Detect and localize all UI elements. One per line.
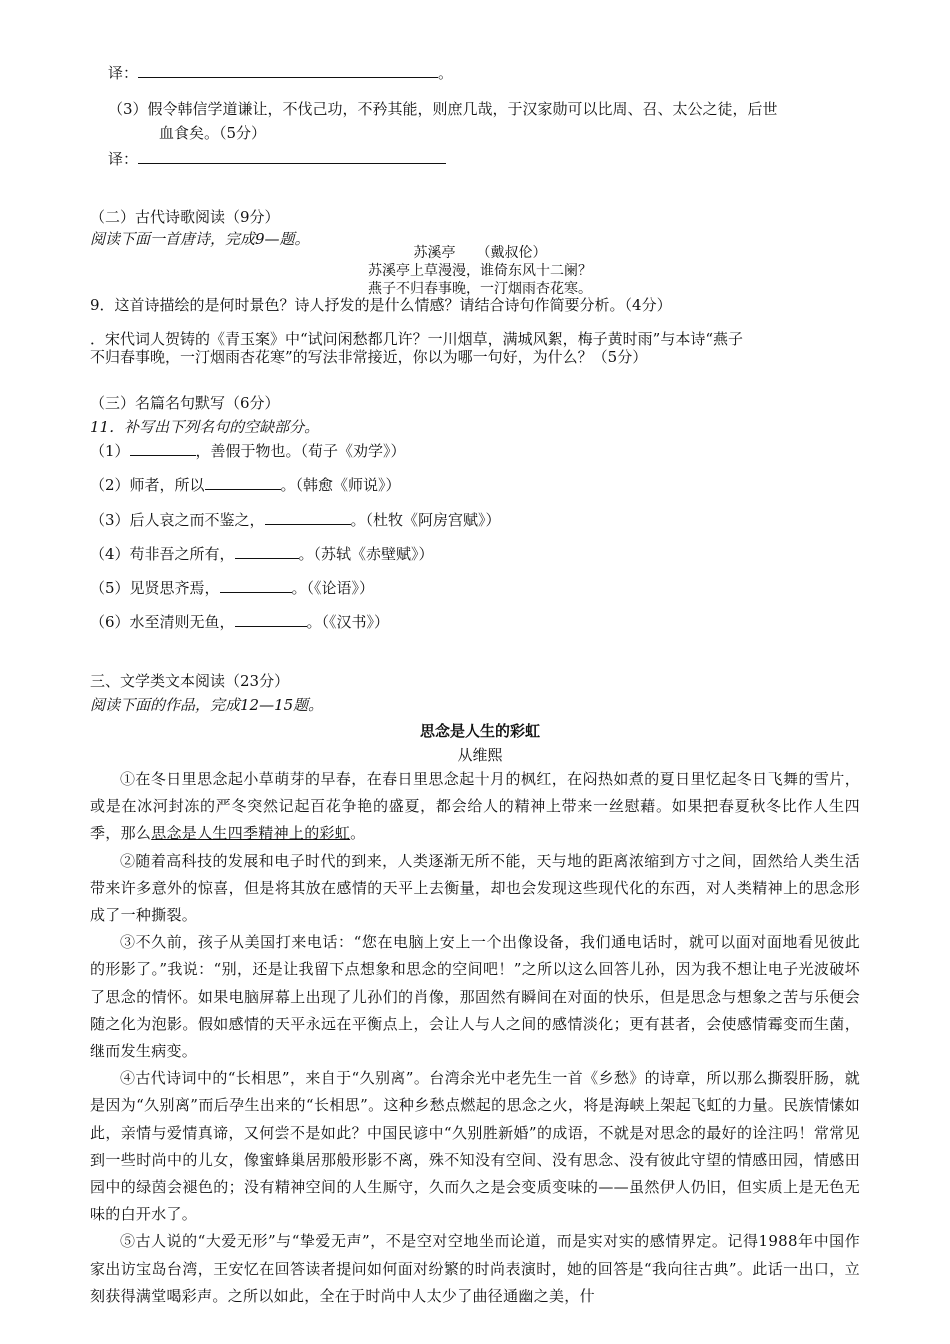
recitation-heading: （三）名篇名句默写（6分） [90,394,280,412]
recitation-item-4 [90,541,870,567]
item3-text-line2: 血食矣。（5分） [159,124,267,142]
question-8-item-3 [90,96,870,122]
item-source: 。（杜牧《阿房宫赋》） [350,511,501,529]
recitation-item-2 [90,472,870,498]
paragraph-1 [90,766,860,848]
paragraph-3: ③不久前，孩子从美国打来电话：“您在电脑上安上一个出像设备，我们通电话时，就可以面对面地看见彼此的形影了。”我说：“别，还是让我留下点想象和思念的空间吧！”之所以这么回答儿孙，因为我不想让电子光波破坏了思念的情怀。如果电脑屏幕上出现了儿孙们的肖像，那固然有瞬间在对面的快乐，但是思念与想象之苦与乐便会随之化为泡影。假如感情的天平永远在平衡点上，会让人与人之间的感情淡化；更有甚者，会使感情霉变而生菌，继而发生病变。 [90,933,860,1061]
answer-blank[interactable] [220,575,292,593]
item-source: 。（《汉书》） [306,613,390,631]
translation-label: 译： [108,150,139,168]
answer-blank[interactable] [138,60,438,78]
period: 。 [438,64,454,82]
poetry-instruction: 阅读下面一首唐诗，完成9—题。 [90,230,310,248]
item-source: 。（韩愈《师说》） [280,476,401,494]
poem-line-1: 苏溪亭上草漫漫，谁倚东风十二阑？ [368,263,592,279]
poetry-heading: （二）古代诗歌阅读（9分） [90,208,280,226]
item-prefix: （5）见贤思齐焉， [90,579,220,597]
underlined-sentence: 思念是人生四季精神上的彩虹 [151,824,351,843]
question-9: 9．这首诗描绘的是何时景色？诗人抒发的是什么情感？请结合诗句作简要分析。（4分） [90,296,672,314]
translation-line-2 [90,60,870,86]
answer-blank[interactable] [235,541,299,559]
item-prefix: （4）苟非吾之所有， [90,545,235,563]
item-prefix: （2）师者，所以 [90,476,205,494]
article-title: 思念是人生的彩虹 [419,722,540,740]
question-10-line-2: 不归春事晚，一汀烟雨杏花寒”的写法非常接近，你以为哪一句好，为什么？（5分） [90,348,648,366]
item-prefix: （3）后人哀之而不鉴之， [90,511,265,529]
question-8-item-3-cont [90,120,870,146]
question-11: 11．补写出下列名句的空缺部分。 [90,418,320,436]
poem-line-2: 燕子不归春事晚，一汀烟雨杏花寒。 [368,281,592,297]
answer-blank[interactable] [265,507,351,525]
literary-instruction: 阅读下面的作品，完成12—15题。 [90,696,324,714]
poem-title: 苏溪亭 （戴叔伦） [413,245,547,261]
question-10-line-1: ．宋代词人贺铸的《青玉案》中“试问闲愁都几许？一川烟草，满城风絮，梅子黄时雨”与本诗“燕子 [90,330,744,348]
article-author: 从维熙 [457,746,503,764]
item-prefix: （6）水至清则无鱼， [90,613,235,631]
recitation-item-1 [90,438,870,464]
answer-blank[interactable] [205,472,281,490]
recitation-item-6 [90,609,870,635]
paragraph-4: ④古代诗词中的“长相思”，来自于“久别离”。台湾余光中老先生一首《乡愁》的诗章，所以那么撕裂肝肠，就是因为“久别离”而后孕生出来的“长相思”。这种乡愁点燃起的思念之火，将是海峡上架起飞虹的力量。民族情愫如此，亲情与爱情真谛，又何尝不是如此？中国民谚中“久别胜新婚”的成语，不就是对思念的最好的诠注吗！常常见到一些时尚中的儿女，像蜜蜂巢居那般形影不离，殊不知没有空间、没有思念、没有彼此守望的情感田园，情感田园中的绿茵会褪色的；没有精神空间的人生厮守，久而久之是会变质变味的——虽然伊人仍旧，但实质上是无色无味的白开水了。 [90,1069,860,1224]
answer-blank[interactable] [235,609,307,627]
item-source: 。（苏轼《赤壁赋》） [298,545,434,563]
translation-line-3 [90,146,870,172]
article-body [90,766,860,1310]
paragraph-1-end: 。 [350,824,366,843]
paragraph-2: ②随着高科技的发展和电子时代的到来，人类逐渐无所不能，天与地的距离浓缩到方寸之间，固然给人类生活带来许多意外的惊喜，但是将其放在感情的天平上去衡量，却也会发现这些现代化的东西，对人类精神上的思念形成了一种撕裂。 [90,851,860,925]
item-source: ，善假于物也。（荀子《劝学》） [195,442,406,460]
answer-blank[interactable] [138,146,446,164]
item3-text-line1: （3）假令韩信学道谦让，不伐己功，不矜其能，则庶几哉，于汉家勋可以比周、召、太公之徒，后世 [108,100,778,118]
answer-blank[interactable] [130,438,196,456]
item-prefix: （1） [90,442,130,460]
literary-heading: 三、文学类文本阅读（23分） [90,672,290,690]
recitation-item-5 [90,575,870,601]
paragraph-1-text: ①在冬日里思念起小草萌芽的早春，在春日里思念起十月的枫红，在闷热如煮的夏日里忆起冬日飞舞的雪片，或是在冰河封冻的严冬突然记起百花争艳的盛夏，都会给人的精神上带来一丝慰藉。如果把春夏秋冬比作人生四季，那么 [90,770,860,843]
paragraph-5: ⑤古人说的“大爱无形”与“挚爱无声”，不是空对空地坐而论道，而是实对实的感情界定。记得1988年中国作家出访宝岛台湾，王安忆在回答读者提问如何面对纷繁的时尚表演时，她的回答是“我向往古典”。此话一出口，立刻获得满堂喝彩声。之所以如此，全在于时尚中人太少了曲径通幽之美，什 [90,1232,860,1305]
translation-label: 译： [108,64,139,82]
item-source: 。（《论语》） [291,579,375,597]
recitation-item-3 [90,507,870,533]
